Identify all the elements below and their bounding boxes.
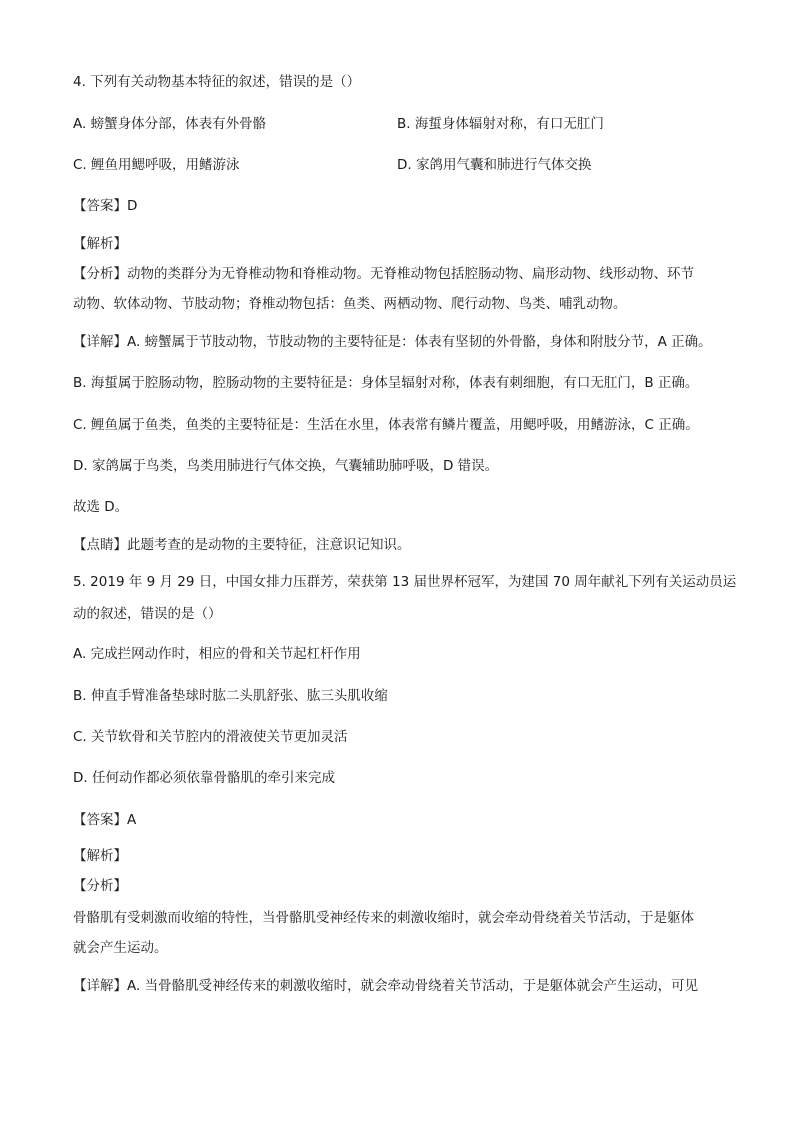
- q5-analysis-line-2: 就会产生运动。: [73, 940, 168, 956]
- q5-option-c: C. 关节软骨和关节腔内的滑液使关节更加灵活: [73, 729, 348, 745]
- q4-option-d: D. 家鸽用气囊和肺进行气体交换: [397, 157, 592, 173]
- q5-option-b: B. 伸直手臂准备垫球时肱二头肌舒张、肱三头肌收缩: [73, 688, 388, 704]
- q4-analysis-line-1: 【分析】动物的类群分为无脊椎动物和脊椎动物。无脊椎动物包括腔肠动物、扁形动物、线形动物、环节: [73, 266, 694, 282]
- q4-analysis-heading: 【解析】: [73, 236, 127, 252]
- q4-detail-a: 【详解】A. 螃蟹属于节肢动物，节肢动物的主要特征是：体表有坚韧的外骨骼，身体和附肢分节，A 正确。: [73, 334, 712, 350]
- q5-option-d: D. 任何动作都必须依靠骨骼肌的牵引来完成: [73, 770, 335, 786]
- q5-stem-line-2: 动的叙述，错误的是（）: [73, 606, 222, 622]
- q4-conclusion: 故选 D。: [73, 499, 129, 515]
- q4-detail-b: B. 海蜇属于腔肠动物，腔肠动物的主要特征是：身体呈辐射对称，体表有刺细胞，有口无肛门，B 正确。: [73, 375, 699, 391]
- q4-option-b: B. 海蜇身体辐射对称，有口无肛门: [397, 116, 604, 132]
- q4-answer-value: D: [127, 198, 138, 214]
- q4-detail-c: C. 鲤鱼属于鱼类，鱼类的主要特征是：生活在水里，体表常有鳞片覆盖，用鳃呼吸，用鳍游泳，C 正确。: [73, 417, 699, 433]
- q4-answer: [73, 196, 137, 216]
- q5-option-a: A. 完成拦网动作时，相应的骨和关节起杠杆作用: [73, 646, 361, 662]
- q5-stem-line-1: 5. 2019 年 9 月 29 日，中国女排力压群芳，荣获第 13 届世界杯冠军，为建国 70 周年献礼下列有关运动员运: [73, 574, 737, 590]
- q5-answer: [73, 810, 136, 830]
- q4-option-c: C. 鲤鱼用鳃呼吸，用鳍游泳: [73, 157, 240, 173]
- q4-answer-tag: 【答案】: [73, 198, 127, 214]
- q5-answer-tag: 【答案】: [73, 812, 127, 828]
- q5-analysis-line-1: 骨骼肌有受刺激而收缩的特性，当骨骼肌受神经传来的刺激收缩时，就会牵动骨绕着关节活动，于是躯体: [73, 910, 694, 926]
- q4-comment: 【点睛】此题考查的是动物的主要特征，注意识记知识。: [73, 537, 411, 553]
- q5-analysis-label: 【分析】: [73, 878, 127, 894]
- q5-answer-value: A: [127, 812, 137, 828]
- q5-analysis-heading: 【解析】: [73, 848, 127, 864]
- q4-detail-d: D. 家鸽属于鸟类，鸟类用肺进行气体交换，气囊辅助肺呼吸，D 错误。: [73, 458, 499, 474]
- q4-option-a: A. 螃蟹身体分部，体表有外骨骼: [73, 116, 267, 132]
- q4-stem: 4. 下列有关动物基本特征的叙述，错误的是（）: [73, 74, 361, 90]
- q5-detail-a: 【详解】A. 当骨骼肌受神经传来的刺激收缩时，就会牵动骨绕着关节活动，于是躯体就会产生运动，可见: [73, 978, 699, 994]
- q4-analysis-line-2: 动物、软体动物、节肢动物；脊椎动物包括：鱼类、两栖动物、爬行动物、鸟类、哺乳动物。: [73, 296, 627, 312]
